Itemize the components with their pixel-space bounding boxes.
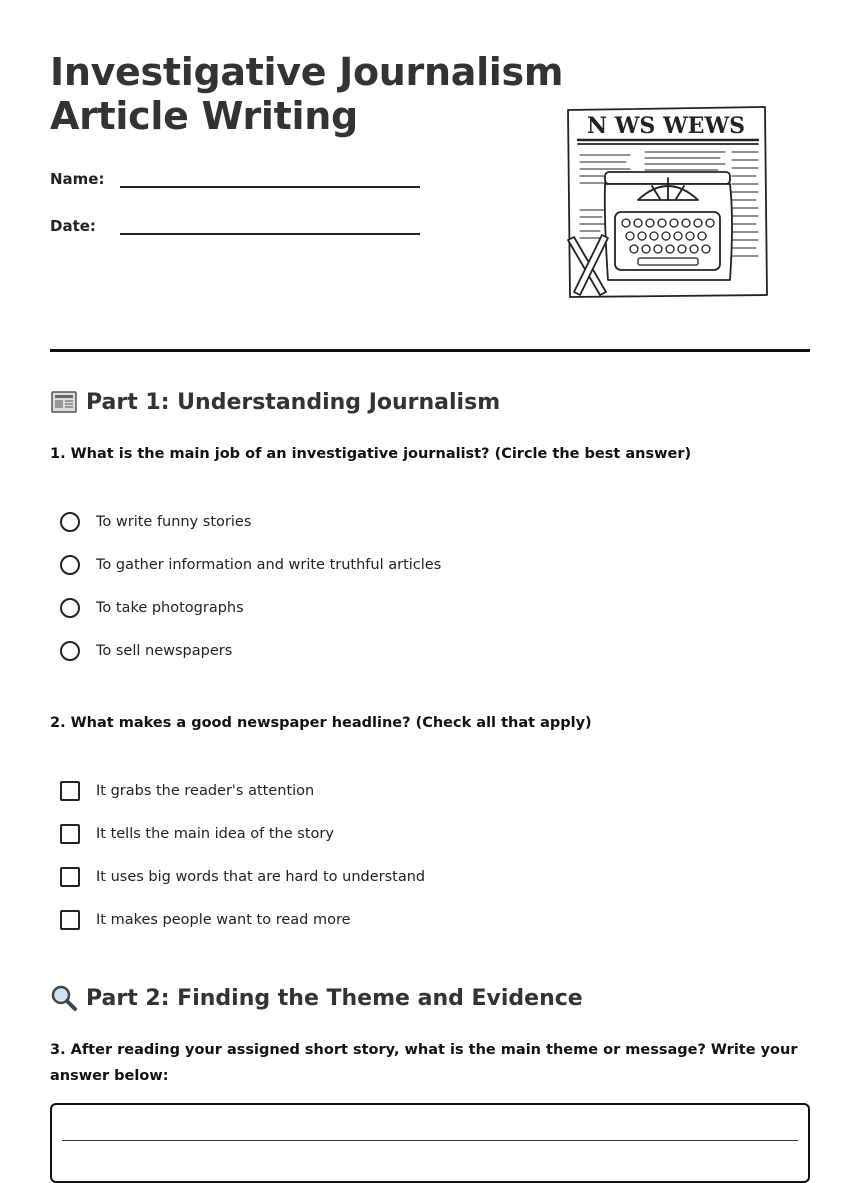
option-label: It grabs the reader's attention	[96, 783, 315, 799]
name-label: Name:	[50, 170, 105, 188]
radio-circle[interactable]	[60, 512, 80, 532]
option-label: To write funny stories	[96, 514, 252, 530]
answer-line	[62, 1140, 798, 1141]
q1-option-4[interactable]	[60, 641, 232, 661]
radio-circle[interactable]	[60, 641, 80, 661]
q1-option-1[interactable]	[60, 512, 251, 532]
name-line[interactable]	[120, 164, 420, 188]
magnifying-glass-icon	[50, 984, 78, 1012]
option-label: To sell newspapers	[96, 643, 233, 659]
option-label: It tells the main idea of the story	[96, 826, 334, 842]
q2-option-4[interactable]	[60, 910, 351, 930]
checkbox[interactable]	[60, 910, 80, 930]
question-2: 2. What makes a good newspaper headline? (Check all that apply)	[50, 715, 592, 731]
title-line-1: Investigative Journalism	[50, 50, 564, 94]
newspaper-typewriter-icon	[560, 100, 775, 315]
part2-title-text: Part 2: Finding the Theme and Evidence	[86, 985, 583, 1011]
radio-circle[interactable]	[60, 555, 80, 575]
header-divider	[50, 349, 810, 352]
date-line[interactable]	[120, 211, 420, 235]
date-field	[50, 211, 420, 235]
question-1: 1. What is the main job of an investigative journalist? (Circle the best answer)	[50, 446, 692, 462]
question-3: 3. After reading your assigned short story, what is the main theme or message? Write your answer below:	[50, 1042, 798, 1084]
illustration-headline: N WS WEWS	[586, 113, 746, 139]
q2-option-2[interactable]	[60, 824, 334, 844]
checkbox[interactable]	[60, 781, 80, 801]
checkbox[interactable]	[60, 824, 80, 844]
name-field	[50, 164, 420, 188]
worksheet-title	[50, 50, 563, 138]
q1-option-2[interactable]	[60, 555, 441, 575]
part1-title	[50, 388, 500, 416]
title-line-2: Article Writing	[50, 94, 358, 138]
checkbox[interactable]	[60, 867, 80, 887]
part1-title-text: Part 1: Understanding Journalism	[86, 389, 501, 415]
option-label: It uses big words that are hard to understand	[96, 869, 426, 885]
part2-title	[50, 984, 583, 1012]
newspaper-icon	[50, 388, 78, 416]
q2-option-3[interactable]	[60, 867, 425, 887]
q2-option-1[interactable]	[60, 781, 314, 801]
option-label: To take photographs	[96, 600, 244, 616]
option-label: It makes people want to read more	[96, 912, 351, 928]
answer-box[interactable]	[50, 1103, 810, 1183]
option-label: To gather information and write truthful articles	[96, 557, 442, 573]
q1-option-3[interactable]	[60, 598, 244, 618]
radio-circle[interactable]	[60, 598, 80, 618]
date-label: Date:	[50, 217, 96, 235]
